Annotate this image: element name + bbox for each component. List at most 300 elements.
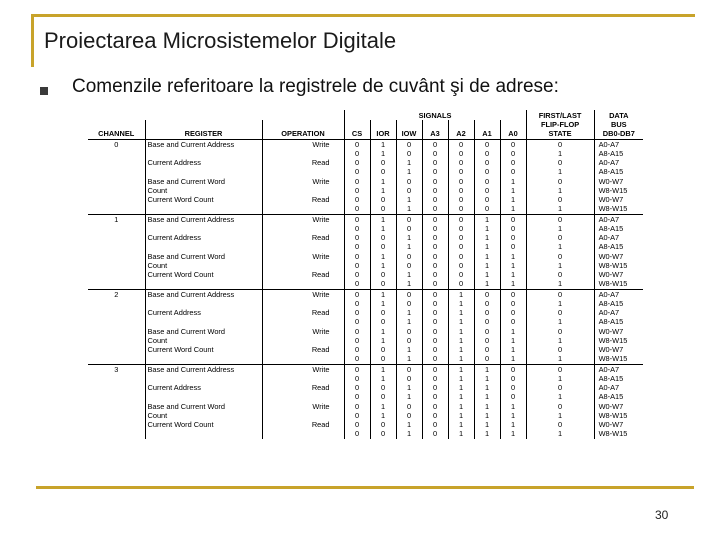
cell-cs: 0 — [344, 402, 370, 411]
cell-a2: 1 — [448, 327, 474, 336]
cell-ff: 0 — [526, 158, 594, 167]
cell-ff: 1 — [526, 299, 594, 308]
cell-a0: 0 — [500, 383, 526, 392]
cell-reg: Count — [145, 411, 262, 420]
table-row — [88, 149, 643, 158]
cell-a0: 1 — [500, 177, 526, 186]
cell-a1: 0 — [474, 177, 500, 186]
cell-ff: 0 — [526, 402, 594, 411]
slide-title: Proiectarea Microsistemelor Digitale — [44, 28, 397, 53]
cell-cs: 0 — [344, 308, 370, 317]
cell-iow: 0 — [396, 327, 422, 336]
cell-bus: A0-A7 — [594, 383, 643, 392]
cell-iow: 0 — [396, 289, 422, 299]
cell-ch — [88, 149, 145, 158]
cell-ch — [88, 167, 145, 176]
cell-bus: W8-W15 — [594, 261, 643, 270]
cell-ior: 0 — [370, 195, 396, 204]
cell-iow: 0 — [396, 214, 422, 224]
cell-ch — [88, 233, 145, 242]
header-flipflop-2 — [526, 120, 594, 139]
cell-ch — [88, 336, 145, 345]
cell-ff: 1 — [526, 374, 594, 383]
cell-op — [262, 317, 344, 326]
cell-ior: 1 — [370, 374, 396, 383]
cell-a2: 0 — [448, 233, 474, 242]
cell-ff: 0 — [526, 233, 594, 242]
cell-op: Read — [262, 233, 344, 242]
cell-a0: 1 — [500, 420, 526, 429]
cell-bus: A8-A15 — [594, 299, 643, 308]
cell-a2: 0 — [448, 139, 474, 149]
cell-a2: 1 — [448, 429, 474, 438]
cell-bus: A8-A15 — [594, 149, 643, 158]
cell-a3: 0 — [422, 167, 448, 176]
table-row — [88, 224, 643, 233]
cell-cs: 0 — [344, 317, 370, 326]
cell-ior: 1 — [370, 289, 396, 299]
cell-ch — [88, 402, 145, 411]
cell-ch — [88, 186, 145, 195]
cell-a3: 0 — [422, 149, 448, 158]
cell-a1: 1 — [474, 364, 500, 374]
cell-a3: 0 — [422, 195, 448, 204]
cell-a1: 1 — [474, 242, 500, 251]
cell-ior: 0 — [370, 317, 396, 326]
cell-a0: 0 — [500, 233, 526, 242]
cell-a1: 1 — [474, 383, 500, 392]
cell-a2: 0 — [448, 167, 474, 176]
cell-cs: 0 — [344, 345, 370, 354]
header-a0: A0 — [500, 120, 526, 139]
cell-ch: 0 — [114, 139, 119, 149]
cell-bus: W0-W7 — [594, 270, 643, 279]
cell-a0: 1 — [500, 186, 526, 195]
cell-bus: A8-A15 — [594, 167, 643, 176]
cell-iow: 1 — [396, 167, 422, 176]
cell-a0: 0 — [500, 308, 526, 317]
cell-a0: 0 — [500, 214, 526, 224]
cell-op — [262, 354, 344, 364]
cell-reg: Base and Current Word — [145, 252, 262, 261]
header-cs: CS — [344, 120, 370, 139]
cell-ff: 0 — [526, 214, 594, 224]
table-row — [88, 383, 643, 392]
header-ior: IOR — [370, 120, 396, 139]
cell-op: Read — [262, 158, 344, 167]
cell-a0: 1 — [500, 261, 526, 270]
cell-a1: 1 — [474, 374, 500, 383]
cell-ch — [88, 411, 145, 420]
cell-cs: 0 — [344, 327, 370, 336]
cell-a3: 0 — [422, 402, 448, 411]
cell-cs: 0 — [344, 261, 370, 270]
cell-ff: 0 — [526, 364, 594, 374]
cell-a1: 0 — [474, 195, 500, 204]
cell-a2: 1 — [448, 308, 474, 317]
table-row — [88, 354, 643, 364]
table-row — [88, 308, 643, 317]
table-row — [88, 392, 643, 401]
cell-ch — [88, 345, 145, 354]
header-bus-2 — [594, 120, 643, 139]
cell-ior: 0 — [370, 420, 396, 429]
header-flipflop-1: FIRST/LAST — [526, 110, 594, 120]
cell-a1: 1 — [474, 214, 500, 224]
cell-ff: 1 — [526, 224, 594, 233]
cell-bus: A0-A7 — [594, 214, 643, 224]
cell-op: Read — [262, 195, 344, 204]
cell-op — [262, 374, 344, 383]
cell-bus: W8-W15 — [594, 186, 643, 195]
cell-a2: 1 — [448, 392, 474, 401]
cell-a3: 0 — [422, 242, 448, 251]
table-row — [88, 233, 643, 242]
cell-op: Write — [262, 139, 344, 149]
cell-reg — [145, 279, 262, 289]
table-row — [88, 364, 643, 374]
cell-a1: 0 — [474, 167, 500, 176]
cell-bus: W0-W7 — [594, 420, 643, 429]
cell-a1: 0 — [474, 204, 500, 214]
cell-ff: 0 — [526, 345, 594, 354]
cell-ch — [88, 177, 145, 186]
cell-reg: Base and Current Address — [145, 214, 262, 224]
cell-bus: A8-A15 — [594, 242, 643, 251]
header-bus-line2: BUS — [611, 120, 627, 129]
cell-ff: 1 — [526, 186, 594, 195]
cell-ch: 3 — [88, 364, 145, 374]
cell-cs: 0 — [344, 214, 370, 224]
cell-ior: 0 — [370, 204, 396, 214]
cell-a2: 0 — [448, 279, 474, 289]
cell-a2: 0 — [448, 158, 474, 167]
cell-ior: 0 — [370, 392, 396, 401]
table-row — [88, 402, 643, 411]
cell-ior: 1 — [370, 149, 396, 158]
cell-bus: W8-W15 — [594, 354, 643, 364]
cell-reg — [145, 354, 262, 364]
cell-a0: 1 — [500, 270, 526, 279]
cell-reg: Base and Current Address — [145, 289, 262, 299]
cell-bus: W8-W15 — [594, 336, 643, 345]
cell-bus: A0-A7 — [594, 364, 643, 374]
cell-a0: 1 — [500, 252, 526, 261]
cell-ff: 1 — [526, 336, 594, 345]
cell-bus: A0-A7 — [594, 139, 643, 149]
cell-bus: A8-A15 — [594, 224, 643, 233]
cell-ff: 1 — [526, 149, 594, 158]
cell-ff: 1 — [526, 354, 594, 364]
cell-ch: 1 — [88, 214, 145, 224]
cell-a0: 1 — [500, 345, 526, 354]
cell-reg — [145, 429, 262, 438]
cell-iow: 0 — [396, 224, 422, 233]
cell-reg — [145, 149, 262, 158]
cell-a2: 1 — [448, 383, 474, 392]
cell-a0: 1 — [500, 195, 526, 204]
cell-cs: 0 — [344, 139, 370, 149]
cell-cs: 0 — [344, 336, 370, 345]
cell-ch: 2 — [88, 289, 145, 299]
cell-a1: 0 — [474, 317, 500, 326]
cell-a3: 0 — [422, 336, 448, 345]
cell-ff: 1 — [526, 167, 594, 176]
cell-iow: 0 — [396, 177, 422, 186]
cell-a2: 1 — [448, 336, 474, 345]
cell-a2: 0 — [448, 261, 474, 270]
cell-reg: Count — [145, 261, 262, 270]
table-row — [88, 204, 643, 214]
cell-a2: 0 — [448, 204, 474, 214]
cell-iow: 0 — [396, 374, 422, 383]
cell-reg — [145, 167, 262, 176]
cell-ior: 0 — [370, 383, 396, 392]
header-flipflop-line3: STATE — [548, 129, 572, 139]
cell-ff: 1 — [526, 411, 594, 420]
left-accent-line — [31, 14, 34, 67]
cell-reg — [145, 299, 262, 308]
cell-ior: 0 — [370, 167, 396, 176]
cell-ch — [88, 252, 145, 261]
cell-bus: W0-W7 — [594, 402, 643, 411]
cell-reg: Base and Current Word — [145, 177, 262, 186]
cell-ch — [88, 383, 145, 392]
cell-cs: 0 — [344, 186, 370, 195]
cell-bus: W0-W7 — [594, 177, 643, 186]
cell-a2: 1 — [448, 411, 474, 420]
cell-ch — [88, 420, 145, 429]
table-body — [88, 139, 643, 439]
cell-reg: Current Word Count — [145, 345, 262, 354]
cell-op — [262, 429, 344, 438]
header-bus-1: DATA — [594, 110, 643, 120]
cell-ior: 0 — [370, 345, 396, 354]
cell-a1: 1 — [474, 392, 500, 401]
cell-a2: 1 — [448, 299, 474, 308]
table-row — [88, 317, 643, 326]
cell-a3: 0 — [422, 139, 448, 149]
cell-ior: 1 — [370, 299, 396, 308]
cell-ior: 1 — [370, 186, 396, 195]
cell-op — [262, 224, 344, 233]
table-row — [88, 186, 643, 195]
cell-a1: 0 — [474, 336, 500, 345]
cell-a1: 1 — [474, 270, 500, 279]
cell-iow: 1 — [396, 345, 422, 354]
header-a3: A3 — [422, 120, 448, 139]
cell-bus: A0-A7 — [594, 289, 643, 299]
cell-a0: 0 — [500, 289, 526, 299]
cell-op — [262, 299, 344, 308]
cell-cs: 0 — [344, 411, 370, 420]
cell-op: Read — [262, 345, 344, 354]
table-row — [88, 261, 643, 270]
cell-ch — [88, 204, 145, 214]
cell-a3: 0 — [422, 429, 448, 438]
cell-op: Write — [262, 402, 344, 411]
cell-a3: 0 — [422, 383, 448, 392]
cell-ch — [88, 279, 145, 289]
cell-op: Write — [262, 177, 344, 186]
cell-a1: 0 — [474, 308, 500, 317]
cell-ch — [88, 242, 145, 251]
cell-bus: A0-A7 — [594, 158, 643, 167]
cell-a3: 0 — [422, 299, 448, 308]
header-flipflop-line2: FLIP-FLOP — [540, 120, 580, 129]
cell-bus: W0-W7 — [594, 252, 643, 261]
cell-a0: 0 — [500, 317, 526, 326]
cell-iow: 1 — [396, 383, 422, 392]
header-register: REGISTER — [145, 120, 262, 139]
table-row — [88, 214, 643, 224]
cell-a2: 0 — [448, 224, 474, 233]
table-row — [88, 336, 643, 345]
cell-a0: 1 — [500, 411, 526, 420]
cell-ff: 1 — [526, 279, 594, 289]
cell-ior: 1 — [370, 139, 396, 149]
cell-cs: 0 — [344, 270, 370, 279]
cell-a3: 0 — [422, 214, 448, 224]
cell-cs: 0 — [344, 279, 370, 289]
cell-a3: 0 — [422, 364, 448, 374]
table-row — [88, 374, 643, 383]
cell-ior: 0 — [370, 158, 396, 167]
table-row — [88, 299, 643, 308]
header-a1: A1 — [474, 120, 500, 139]
cell-reg: Current Address — [145, 158, 262, 167]
cell-iow: 1 — [396, 279, 422, 289]
cell-ch — [88, 327, 145, 336]
table-row — [88, 158, 643, 167]
cell-a3: 0 — [422, 224, 448, 233]
table-row — [88, 345, 643, 354]
table-row — [88, 327, 643, 336]
cell-iow: 1 — [396, 308, 422, 317]
cell-a2: 1 — [448, 374, 474, 383]
cell-a1: 1 — [474, 411, 500, 420]
cell-a1: 0 — [474, 186, 500, 195]
cell-a1: 0 — [474, 149, 500, 158]
cell-a3: 0 — [422, 158, 448, 167]
cell-ior: 1 — [370, 411, 396, 420]
cell-a2: 1 — [448, 364, 474, 374]
cell-a0: 1 — [500, 429, 526, 438]
cell-bus: A8-A15 — [594, 374, 643, 383]
cell-a1: 1 — [474, 233, 500, 242]
cell-a2: 1 — [448, 317, 474, 326]
cell-op — [262, 392, 344, 401]
cell-iow: 0 — [396, 261, 422, 270]
cell-ff: 0 — [526, 308, 594, 317]
cell-reg — [145, 392, 262, 401]
cell-a2: 1 — [448, 289, 474, 299]
cell-cs: 0 — [344, 420, 370, 429]
cell-ior: 1 — [370, 364, 396, 374]
cell-op — [262, 167, 344, 176]
cell-a1: 1 — [474, 224, 500, 233]
cell-iow: 1 — [396, 429, 422, 438]
cell-ch — [88, 224, 145, 233]
cell-op: Write — [262, 327, 344, 336]
cell-op — [262, 186, 344, 195]
cell-cs: 0 — [344, 392, 370, 401]
cell-a3: 0 — [422, 308, 448, 317]
cell-op: Write — [262, 289, 344, 299]
cell-ch — [88, 354, 145, 364]
cell-ff: 0 — [526, 139, 594, 149]
cell-a0: 0 — [500, 374, 526, 383]
cell-reg: Count — [145, 336, 262, 345]
cell-bus: A0-A7 — [594, 233, 643, 242]
cell-op — [262, 279, 344, 289]
cell-iow: 0 — [396, 336, 422, 345]
cell-a3: 0 — [422, 261, 448, 270]
cell-ff: 0 — [526, 252, 594, 261]
cell-a0: 0 — [500, 224, 526, 233]
cell-ior: 0 — [370, 279, 396, 289]
cell-cs: 0 — [344, 364, 370, 374]
cell-cs: 0 — [344, 177, 370, 186]
table-row — [88, 420, 643, 429]
cell-ff: 1 — [526, 392, 594, 401]
cell-a2: 0 — [448, 270, 474, 279]
cell-iow: 1 — [396, 242, 422, 251]
cell-a3: 0 — [422, 345, 448, 354]
bullet-text: Comenzile referitoare la registrele de cuvânt şi de adrese: — [72, 76, 559, 97]
cell-reg — [145, 224, 262, 233]
cell-ior: 1 — [370, 336, 396, 345]
cell-iow: 1 — [396, 420, 422, 429]
cell-a1: 0 — [474, 289, 500, 299]
cell-a2: 1 — [448, 354, 474, 364]
cell-bus: W8-W15 — [594, 279, 643, 289]
cell-a1: 1 — [474, 429, 500, 438]
cell-ior: 0 — [370, 308, 396, 317]
cell-bus: W8-W15 — [594, 204, 643, 214]
cell-a0: 0 — [500, 149, 526, 158]
cell-a3: 0 — [422, 374, 448, 383]
cell-a2: 0 — [448, 195, 474, 204]
cell-a0: 1 — [500, 354, 526, 364]
table-row — [88, 167, 643, 176]
cell-ff: 0 — [526, 383, 594, 392]
table-row — [88, 139, 643, 149]
header-iow: IOW — [396, 120, 422, 139]
cell-cs: 0 — [344, 429, 370, 438]
cell-ch — [88, 317, 145, 326]
cell-cs: 0 — [344, 354, 370, 364]
cell-ior: 1 — [370, 252, 396, 261]
cell-ff: 1 — [526, 242, 594, 251]
cell-op — [262, 261, 344, 270]
cell-a0: 1 — [500, 327, 526, 336]
cell-cs: 0 — [344, 224, 370, 233]
cell-op: Write — [262, 214, 344, 224]
cell-a3: 0 — [422, 233, 448, 242]
cell-reg: Current Word Count — [145, 195, 262, 204]
table-row — [88, 279, 643, 289]
cell-op: Read — [262, 420, 344, 429]
cell-bus: A8-A15 — [594, 317, 643, 326]
cell-ior: 1 — [370, 261, 396, 270]
cell-a1: 0 — [474, 345, 500, 354]
cell-bus: A0-A7 — [594, 308, 643, 317]
cell-ff: 0 — [526, 327, 594, 336]
cell-a0: 0 — [500, 167, 526, 176]
cell-ff: 1 — [526, 204, 594, 214]
cell-cs: 0 — [344, 252, 370, 261]
